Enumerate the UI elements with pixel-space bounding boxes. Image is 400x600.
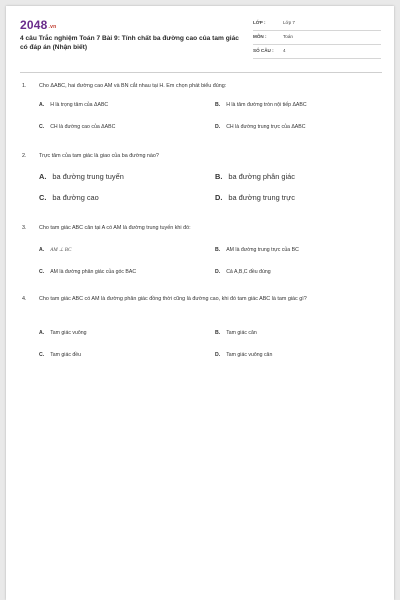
option-letter: D. [215,269,221,275]
option-d[interactable] [215,352,272,358]
meta-label: MÔN : [253,34,267,39]
option-d[interactable] [215,124,305,130]
document-title: 4 câu Trắc nghiệm Toán 7 Bài 9: Tính chất ba đường cao của tam giác có đáp án (Nhận biết) [20,35,239,51]
option-c[interactable] [39,193,99,202]
option-d[interactable] [215,269,271,275]
option-c[interactable] [39,352,81,358]
logo-text: 2048 [20,18,48,32]
option-letter: D. [215,124,221,130]
document-header [6,6,394,66]
option-letter: C. [39,193,47,202]
meta-label: SỐ CÂU : [253,48,274,53]
question-number: 1. [22,83,27,89]
option-text: AM ⊥ BC [50,247,72,253]
option-letter: B. [215,247,221,253]
question-body: Cho tam giác ABC có AM là đường phân giác đồng thời cũng là đường cao, khi đó tam giác ABC là tam giác gì? [39,296,307,302]
meta-row-count [253,46,381,59]
option-b[interactable] [215,247,299,253]
option-text: AM là đường phân giác của góc BAC [50,269,137,275]
option-letter: A. [39,172,47,181]
option-letter: A. [39,330,45,336]
meta-row-subject [253,32,381,45]
option-text: Tam giác đều [50,352,82,358]
meta-value: Toán [283,34,293,39]
option-c[interactable] [39,124,115,130]
option-text: H là tâm đường tròn nội tiếp ΔABC [226,102,307,108]
option-b[interactable] [215,330,257,336]
option-d[interactable] [215,193,295,202]
question-number: 2. [22,153,27,159]
meta-label: LỚP : [253,20,266,25]
option-text: ba đường trung tuyến [52,172,124,181]
meta-row-class [253,18,381,31]
option-letter: C. [39,352,45,358]
option-letter: C. [39,124,45,130]
option-text: Tam giác vuông cân [226,352,273,358]
option-text: CH là đường cao của ΔABC [50,124,116,130]
question-body: Cho ΔABC, hai đường cao AM và BN cắt nhau tại H. Em chọn phát biểu đúng: [39,83,227,89]
option-text: ba đường trung trực [228,193,295,202]
option-letter: B. [215,330,221,336]
option-text: ba đường cao [52,193,99,202]
option-a[interactable] [39,247,71,253]
option-letter: D. [215,352,221,358]
header-divider [20,72,382,73]
option-letter: B. [215,172,223,181]
option-letter: C. [39,269,45,275]
option-b[interactable] [215,102,307,108]
logo-suffix: .vn [48,24,57,30]
option-text: Tam giác vuông [50,330,87,336]
question-number: 4. [22,296,27,302]
option-letter: A. [39,102,45,108]
option-a[interactable] [39,102,108,108]
option-c[interactable] [39,269,136,275]
option-a[interactable] [39,330,87,336]
option-letter: D. [215,193,223,202]
option-b[interactable] [215,172,295,181]
question-body: Trực tâm của tam giác là giao của ba đường nào? [39,153,159,159]
question-number: 3. [22,225,27,231]
site-logo[interactable] [20,18,56,32]
option-text: Cả A,B,C đều đúng [226,269,271,275]
meta-value: 4 [283,48,286,53]
option-text: AM là đường trung trực của BC [226,247,299,253]
option-text: H là trọng tâm của ΔABC [50,102,109,108]
question-body: Cho tam giác ABC cân tại A có AM là đường trung tuyến khi đó: [39,225,191,231]
meta-value: Lớp 7 [283,20,295,25]
document-page [6,6,394,600]
option-letter: B. [215,102,221,108]
option-text: CH là đường trung trực của ΔABC [226,124,306,130]
option-text: Tam giác cân [226,330,257,336]
option-a[interactable] [39,172,124,181]
option-text: ba đường phân giác [228,172,295,181]
option-letter: A. [39,247,45,253]
